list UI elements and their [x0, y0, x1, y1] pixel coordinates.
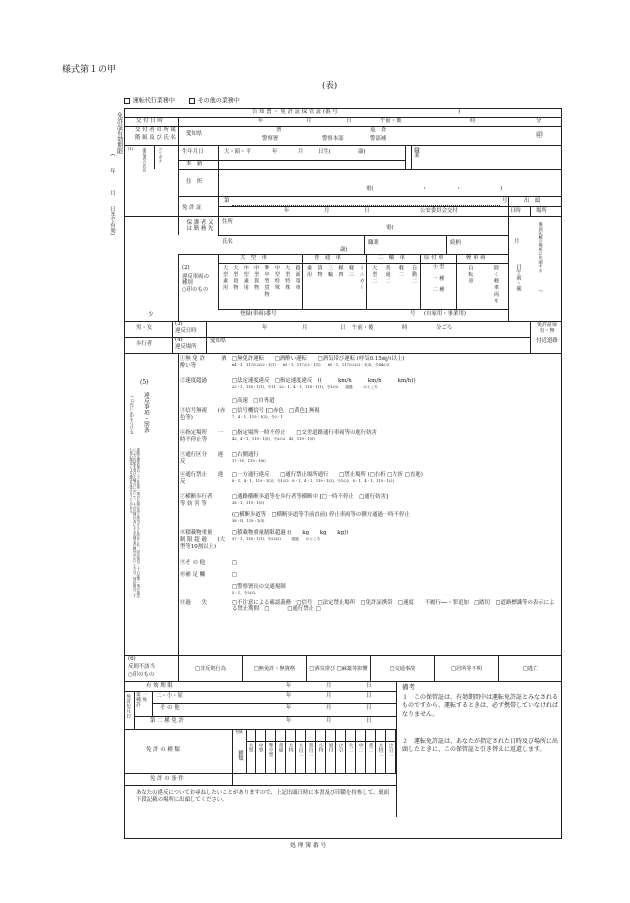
- bt-type1-sub1: 二・小・原: [156, 693, 183, 699]
- validity-open: (: [108, 154, 115, 157]
- delivery-day-unit: 日: [346, 118, 352, 124]
- vehicle-mark-label: ○印のもの: [182, 286, 209, 293]
- violation-label: ⑥通行禁止 違 反: [180, 472, 229, 485]
- violation-label: ⑧積載物重量 制 限 超 過 (大型等10割以上): [180, 530, 225, 550]
- violation-label: ③信号無視 (赤色等): [180, 408, 226, 421]
- violation-row: [180, 429, 560, 451]
- violation-row: [180, 571, 560, 583]
- license-kind-cell[interactable]: [346, 729, 356, 773]
- guardian-job-label: 職業: [368, 240, 379, 246]
- violation-row: [180, 583, 560, 599]
- processing-number-label: 処 理 簿 番 号: [290, 843, 327, 849]
- driving-agent-label: 運転代行業務中: [132, 97, 175, 105]
- issuer-patrol: 巡 査: [370, 127, 387, 133]
- bt-type2-label: 第 二 種 免 許: [150, 718, 184, 724]
- violation-options[interactable]: □右側通行: [232, 452, 259, 458]
- birth-age: 歳): [358, 149, 366, 155]
- violation-label: ②速度超過: [180, 378, 207, 384]
- notes-item-2: ２ 運転免許証は、あなたが指定された日時及び場所に出頭したときに、この保管証と引き替えに返還します。: [402, 738, 559, 754]
- violation-day-unit: 日: [340, 325, 346, 331]
- license-year-unit: 年: [284, 208, 290, 214]
- notice-title: 告 知 票 ・ 免 許 証 保 管 証 (番 号: [252, 109, 338, 115]
- large_cols-6[interactable]: 大 型 特 殊: [284, 265, 291, 290]
- violation-law-ref: 43、4・1、119・1(5)、令2の2 43、119・1(5): [232, 437, 315, 441]
- attend-note: 裏面記載の場所に出頭する: [538, 222, 544, 273]
- bt-type1-sub2-day: 日: [366, 705, 372, 711]
- vehicle-section-label-wrap: [182, 274, 214, 293]
- bt-has-none: 有無: [235, 730, 243, 734]
- violation-row: [180, 397, 560, 407]
- bt-type1-label: 第 一 種 免 許: [136, 693, 148, 709]
- section6-items: [178, 655, 562, 681]
- violation-options[interactable]: □信号機信号 [□赤色 □黄色] 無視: [232, 408, 320, 414]
- form-name: 様式第１の甲: [62, 65, 117, 75]
- registration-no-suffix: 号: [410, 311, 416, 317]
- license-kind-label: け引二: [388, 743, 394, 757]
- other-business-checkbox[interactable]: [189, 98, 195, 104]
- bt-license-kind-label: 免 許 の 種 類: [146, 747, 180, 753]
- guardian-name-label: 氏名: [222, 239, 233, 245]
- violations-side-note: 道路交通法第百二十五条第一項の反則行為に該当すると認められ、同法第百二十六条第一項の規定により告知を受けた場合において、その反則行為による反則金の納付がないときは、同法第百二十七条の規定により通告を受けることがある。: [128, 448, 140, 598]
- license-kind-label: 準中型: [268, 743, 274, 757]
- address-label: 住 所: [186, 179, 203, 185]
- violation-month-unit: 月: [302, 325, 308, 331]
- violation-law-ref: 38・II、119・1(5): [232, 519, 265, 523]
- notice-title-close: ): [458, 109, 461, 115]
- bt-type2-year: 年: [286, 718, 292, 724]
- delivery-ampm: 午前・後: [380, 118, 402, 124]
- form-side-label: (表): [322, 81, 338, 91]
- violation-label: ⑩補 足 欄: [180, 572, 205, 578]
- violation-year-unit: 年: [262, 325, 268, 331]
- bt-type1-sub2-month: 月: [326, 705, 332, 711]
- bt-validity-day: 日: [366, 683, 372, 689]
- violation-label: ①無 免 許 酒酔い等: [180, 356, 227, 369]
- violation-options[interactable]: □高速 □自専道: [232, 398, 275, 404]
- section6-no: (6): [128, 656, 136, 662]
- bt-validity-month: 月: [326, 683, 332, 689]
- violation-row: [180, 471, 560, 493]
- section6-item[interactable]: □酒気帯び □麻薬等影響: [306, 655, 370, 681]
- vehicle-section-label: 違反車両の種別: [182, 274, 209, 287]
- vehicle-moped-header: 原 付 車: [424, 255, 444, 261]
- large_cols-3[interactable]: 中 型 貨 物: [253, 265, 260, 290]
- moped_cols-0[interactable]: 小 型: [432, 264, 445, 270]
- ordinary_cols-1[interactable]: 貨 物: [316, 265, 323, 277]
- violation-law-ref: 7、4・1、119・1(2)、令2・1: [232, 415, 283, 419]
- guardian-address-label: 住所: [222, 219, 233, 225]
- large_cols-4[interactable]: 準 中 型 貨 物: [263, 265, 270, 297]
- domicile-label: 本 籍: [186, 161, 203, 167]
- license-kind-cell[interactable]: [386, 729, 396, 773]
- violation-label: ④指定場所 一時不停止等: [180, 430, 224, 443]
- issuer-prefecture: 愛知県: [186, 131, 203, 137]
- guardian-relation-label: 続柄: [450, 240, 461, 246]
- two_wheel_cols-2[interactable]: 軽 二: [397, 265, 404, 277]
- license-hold-selector[interactable]: 免許証保有・無: [536, 322, 557, 334]
- violation-options[interactable]: □: [232, 560, 238, 566]
- moped_cols-2[interactable]: 二 種: [432, 287, 445, 293]
- license-kind-label: 大特: [288, 743, 294, 753]
- vehicle-light-columns: [457, 265, 508, 303]
- license-kind-label: 大特二: [378, 743, 384, 757]
- license-kind-cell[interactable]: [356, 729, 366, 773]
- issuer-seal: ㊞: [536, 131, 543, 139]
- license-kind-cell[interactable]: [286, 729, 296, 773]
- bt-type1-sub2: そ の 他: [160, 705, 180, 711]
- address-phone-close: ): [500, 186, 503, 192]
- ordinary_cols-0[interactable]: 乗 用: [306, 265, 312, 277]
- vehicle-ordinary-header: 普 通 車: [314, 255, 341, 261]
- near-road-label: 付近道路: [536, 338, 558, 344]
- attend-day: 日午前・後: [514, 264, 521, 291]
- vehicle-large-header: 大 型 車: [240, 255, 267, 261]
- violations-side-note-box: [128, 448, 152, 598]
- violation-place-value: 愛知県: [210, 338, 227, 344]
- guardian-phone: 電(: [386, 225, 394, 231]
- gender-selector[interactable]: 男・女: [136, 325, 153, 331]
- license-kind-cell[interactable]: [256, 729, 266, 773]
- moped_cols-1[interactable]: 一 種: [432, 275, 445, 282]
- violation-ampm: 午前・後: [352, 325, 374, 331]
- violation-law-ref: 38・1、119・1(5): [232, 501, 264, 505]
- issuer-police-hq: 警察本部: [322, 136, 344, 142]
- license-kind-label: 中二: [358, 743, 364, 753]
- license-day-unit: 日: [364, 208, 370, 214]
- minor-label: 少: [148, 312, 154, 318]
- section6-mark: ○印のもの: [128, 672, 155, 678]
- violator-label: 違反者の氏名: [142, 148, 148, 172]
- section6-item[interactable]: □居所等不明: [434, 655, 498, 681]
- two_wheel_cols-0[interactable]: 大 型 二: [371, 265, 378, 284]
- vehicle-light-header: 軽 車 両: [466, 255, 486, 261]
- license-kind-cell[interactable]: [366, 729, 376, 773]
- license-no-boxes[interactable]: [232, 199, 500, 206]
- issuer-police-station: 警察署: [262, 136, 279, 142]
- violation-options[interactable]: □指定場所一時不停止 □交差道路通行車両等の進行妨害: [232, 430, 377, 436]
- license-kind-label: 原付: [328, 743, 334, 753]
- two_wheel_cols-1[interactable]: 普 通 二: [384, 265, 391, 284]
- address-phone: 電(: [366, 186, 374, 192]
- license-issue: 公安委員会交付: [420, 208, 458, 214]
- license-kind-cell[interactable]: [326, 729, 336, 773]
- violation-law-ref: 5・1、令3の2: [232, 591, 256, 595]
- violation-options[interactable]: (□横断歩道等 □横断歩道等手前直前) 停止車両等の側方通過一時不停止: [232, 512, 410, 518]
- license-no-prefix: 第: [224, 198, 230, 204]
- attend-place-label: 場所: [536, 208, 547, 214]
- violation-options[interactable]: □法定速度違反 □指定速度違反 (( km/h km/h km/h)): [232, 378, 416, 384]
- violation-hour-unit: 時: [402, 325, 408, 331]
- address-phone-sep2: ・: [456, 186, 462, 192]
- guardian-age: 歳): [340, 247, 348, 253]
- violation-row: [180, 451, 560, 471]
- delivery-datetime-label: 交 付 日 時: [136, 118, 163, 124]
- violation-options[interactable]: □: [232, 572, 238, 578]
- ordinary_cols-3[interactable]: 軽 四: [337, 265, 344, 277]
- violation-law-ref: 17・IV、119・1(6): [232, 459, 266, 463]
- violation-options[interactable]: □通路横断歩道等を歩行者等横断中 [□一時不停止 □通行妨害]: [232, 494, 388, 500]
- violation-datetime-label: 違反日時: [175, 328, 197, 334]
- large_cols-2[interactable]: 中 型 乗 用: [242, 265, 249, 290]
- furigana-label: フリガナ: [158, 147, 164, 163]
- license-kind-cell[interactable]: [296, 729, 306, 773]
- license-kind-label: 中型: [258, 743, 264, 753]
- notes-item-1: １ この保管証は、有効期間中は運転免許証とみなされるものですから、運転するときは、必ず携帯していなければなりません。: [402, 694, 559, 718]
- license-kind-label: 普自二: [308, 743, 314, 757]
- violation-row: [180, 407, 560, 429]
- issuer-patrol-chief: 警部補: [370, 136, 387, 142]
- license-kind-label: 大二: [348, 743, 354, 753]
- ordinary_cols-5[interactable]: ミ ニ カ ー: [358, 265, 365, 290]
- violation-approx: 分ごろ: [436, 325, 453, 331]
- guardian-label: 保 護 者 又 は 勤 務 先: [186, 220, 214, 232]
- license-kind-label: 小特: [318, 743, 324, 753]
- bt-type2-day: 日: [366, 718, 372, 724]
- violation-row: [180, 511, 560, 529]
- license-kind-label: 大自二: [298, 743, 304, 757]
- large_cols-1[interactable]: 大 型 貨 物: [232, 265, 239, 290]
- address-phone-sep1: ・: [422, 186, 428, 192]
- bt-type1-sub2-year: 年: [286, 705, 292, 711]
- license-kind-label: 普通: [278, 743, 284, 753]
- large_cols-5[interactable]: 中 型 特 殊: [273, 265, 280, 290]
- vehicle-large-columns: [219, 265, 302, 296]
- vehicle-section-no: (2): [182, 265, 190, 271]
- license-validity-title: 免許証有効期限: [115, 112, 123, 154]
- registration-use: (自家用・事業用): [424, 311, 466, 317]
- delivery-minute-unit: 分: [536, 118, 542, 124]
- other-business-label: その他の業務中: [197, 97, 240, 105]
- bt-kind-label: 種類: [236, 750, 243, 761]
- bt-type1-sub1-year: 年: [286, 693, 292, 699]
- bt-type1-sub1-month: 月: [326, 693, 332, 699]
- license-month-unit: 月: [324, 208, 330, 214]
- pedestrian-label: 歩行者: [136, 341, 153, 347]
- bt-validity-label: 有 効 期 限: [146, 683, 173, 689]
- attend-tilde: 〜: [538, 289, 544, 295]
- issuer-station-word: 署: [276, 127, 282, 133]
- violation-datetime-no: (3): [175, 321, 183, 327]
- violation-label: ⑨そ の 他: [180, 560, 205, 566]
- issuer-affiliation-label: 交 付 者 の 所 属: [135, 127, 176, 133]
- validity-month: 月: [108, 190, 115, 196]
- attend-date-label: 日時: [510, 208, 521, 214]
- business-option-row: [124, 98, 240, 105]
- license-no-suffix: 号: [502, 198, 508, 204]
- bt-validity-year: 年: [286, 683, 292, 689]
- violation-law-ref: 57・1、118・1(1)、令22(2) 超過 のところ: [232, 537, 321, 541]
- violation-options[interactable]: □一方通行違反 □通行禁止場所通行 □禁止場所 (□右折 □左折 □直進): [232, 472, 423, 478]
- violation-label: ⑦横断歩行者 等 妨 害 等: [180, 494, 224, 507]
- vehicle-moped-columns: [421, 265, 456, 294]
- license-kind-cell[interactable]: [376, 729, 386, 773]
- bt-license-kinds: [246, 729, 396, 773]
- delivery-hour-unit: 時: [470, 118, 476, 124]
- attend-label: 出 頭: [524, 198, 541, 204]
- delivery-year-unit: 年: [258, 118, 264, 124]
- license-kind-cell[interactable]: [336, 729, 346, 773]
- ordinary_cols-4[interactable]: 軽 三: [348, 265, 354, 277]
- violation-place-label: 違反場所: [175, 344, 197, 350]
- two_wheel_cols-3[interactable]: 自 動 二: [411, 265, 418, 284]
- license-kind-cell[interactable]: [246, 729, 256, 773]
- violation-row: [180, 559, 560, 571]
- birth-month-unit: 月: [298, 149, 304, 155]
- violation-law-ref: 64・1、117の2の2・1(1) 65・1、117の2・1(1) 65・1、117の2の2・1(3)、令44の3: [232, 363, 390, 367]
- birth-era: 大・昭・平: [224, 149, 251, 155]
- occupation-label: 職業: [412, 147, 419, 158]
- license-kind-label: け引: [338, 743, 344, 753]
- birth-day-unit: 日生(: [318, 149, 331, 155]
- license-kind-label: 大型: [248, 743, 254, 753]
- section6-label: 反則不該当: [128, 664, 155, 670]
- license-kind-cell[interactable]: [266, 729, 276, 773]
- violation-row: [180, 355, 560, 377]
- birth-date-label: 生年月日: [182, 149, 204, 155]
- section6-item[interactable]: □逃亡: [498, 655, 562, 681]
- license-kind-label: 普二: [368, 743, 374, 753]
- birth-year-unit: 年: [272, 149, 278, 155]
- section6-item[interactable]: □非反則行為: [178, 655, 242, 681]
- section6-item[interactable]: □交通事故: [370, 655, 434, 681]
- ordinary_cols-2[interactable]: 三 輪: [327, 265, 333, 277]
- bt-conditions-label: 免 許 の 条 件: [150, 776, 184, 782]
- violations-section-note: (□内にレ印をつける): [130, 396, 136, 435]
- issuer-rank-label: 階 級 及 び 氏 名: [135, 135, 176, 141]
- bt-type2-month: 月: [326, 718, 332, 724]
- vehicle-two-wheel-header: 二 輪 車: [378, 255, 405, 261]
- violations-section-label: 違反事項・罰条: [142, 392, 149, 433]
- notes-title: 備考: [402, 683, 415, 691]
- validity-year: 年: [108, 168, 115, 174]
- registration-label: 登録(車両)番号: [240, 311, 277, 317]
- violator-no: (1): [128, 147, 134, 151]
- violation-label: ⑪過 失: [180, 600, 207, 606]
- violation-label: ⑤通行区分 違 反: [180, 452, 229, 465]
- bt-type1-sub1-day: 日: [366, 693, 372, 699]
- license-kind-cell[interactable]: [306, 729, 316, 773]
- license-kind-cell[interactable]: [316, 729, 326, 773]
- violation-options[interactable]: □警察署長の交通規制: [232, 584, 286, 590]
- vehicle-ordinary-columns: [303, 265, 366, 290]
- large_cols-7[interactable]: 路 面 電 車: [294, 265, 301, 290]
- driving-agent-checkbox[interactable]: [124, 98, 130, 104]
- license-label: 免 許 証: [182, 205, 202, 211]
- violation-row: [180, 493, 560, 511]
- section6-item[interactable]: □無免許・無資格: [242, 655, 306, 681]
- bt-attend-notice: あなたの違反についてお尋ねしたいことがありますので、上記出頭日時に本書及び印鑑を持参して、裏面下段記載の場所に出頭してください。: [136, 790, 390, 804]
- large_cols-0[interactable]: 大 型 乗 用: [221, 265, 228, 290]
- vehicle-two-wheel-columns: [367, 265, 420, 283]
- bt-license-ymd: 免許年月日: [125, 694, 131, 718]
- violation-row: [180, 599, 560, 629]
- violation-options[interactable]: □不注意による確認義務 □信号 □法定禁止場所 □免許証携帯 □速度 不履行──・罪追加 □踏切 □道路標識等の表示による禁止期間 □ □通行禁止 □: [232, 600, 555, 613]
- violation-law-ref: 22・1、118・1(1)、令11 22・1、4・1、118・1(1)、令1の2 超過 のところ: [232, 385, 378, 389]
- delivery-month-unit: 月: [306, 118, 312, 124]
- violation-law-ref: 8・1、4・1、119・1(2)、令1の2 8・1、4・1、119・1(2)、令1の2 8・1、4・1、119・1(2): [232, 479, 394, 483]
- violation-row: [180, 377, 560, 397]
- light_cols-0[interactable]: 自 転 車: [467, 265, 474, 284]
- validity-day: 日まで有効): [108, 206, 115, 236]
- violation-row: [180, 529, 560, 559]
- attend-month: 月: [514, 239, 520, 245]
- license-kind-cell[interactable]: [276, 729, 286, 773]
- violations-section-no: (5): [140, 379, 149, 386]
- violation-options[interactable]: □無免許運転 □酒酔い運転 □酒気帯び運転 (呼気0.15㎎/ℓ以上): [232, 356, 405, 362]
- light_cols-1[interactable]: 除 く 軽 車 両 を: [493, 265, 499, 303]
- violation-place-no: (4): [175, 337, 183, 343]
- violation-options[interactable]: □積載物重量制限超過 (( kg kg kg)): [232, 530, 349, 536]
